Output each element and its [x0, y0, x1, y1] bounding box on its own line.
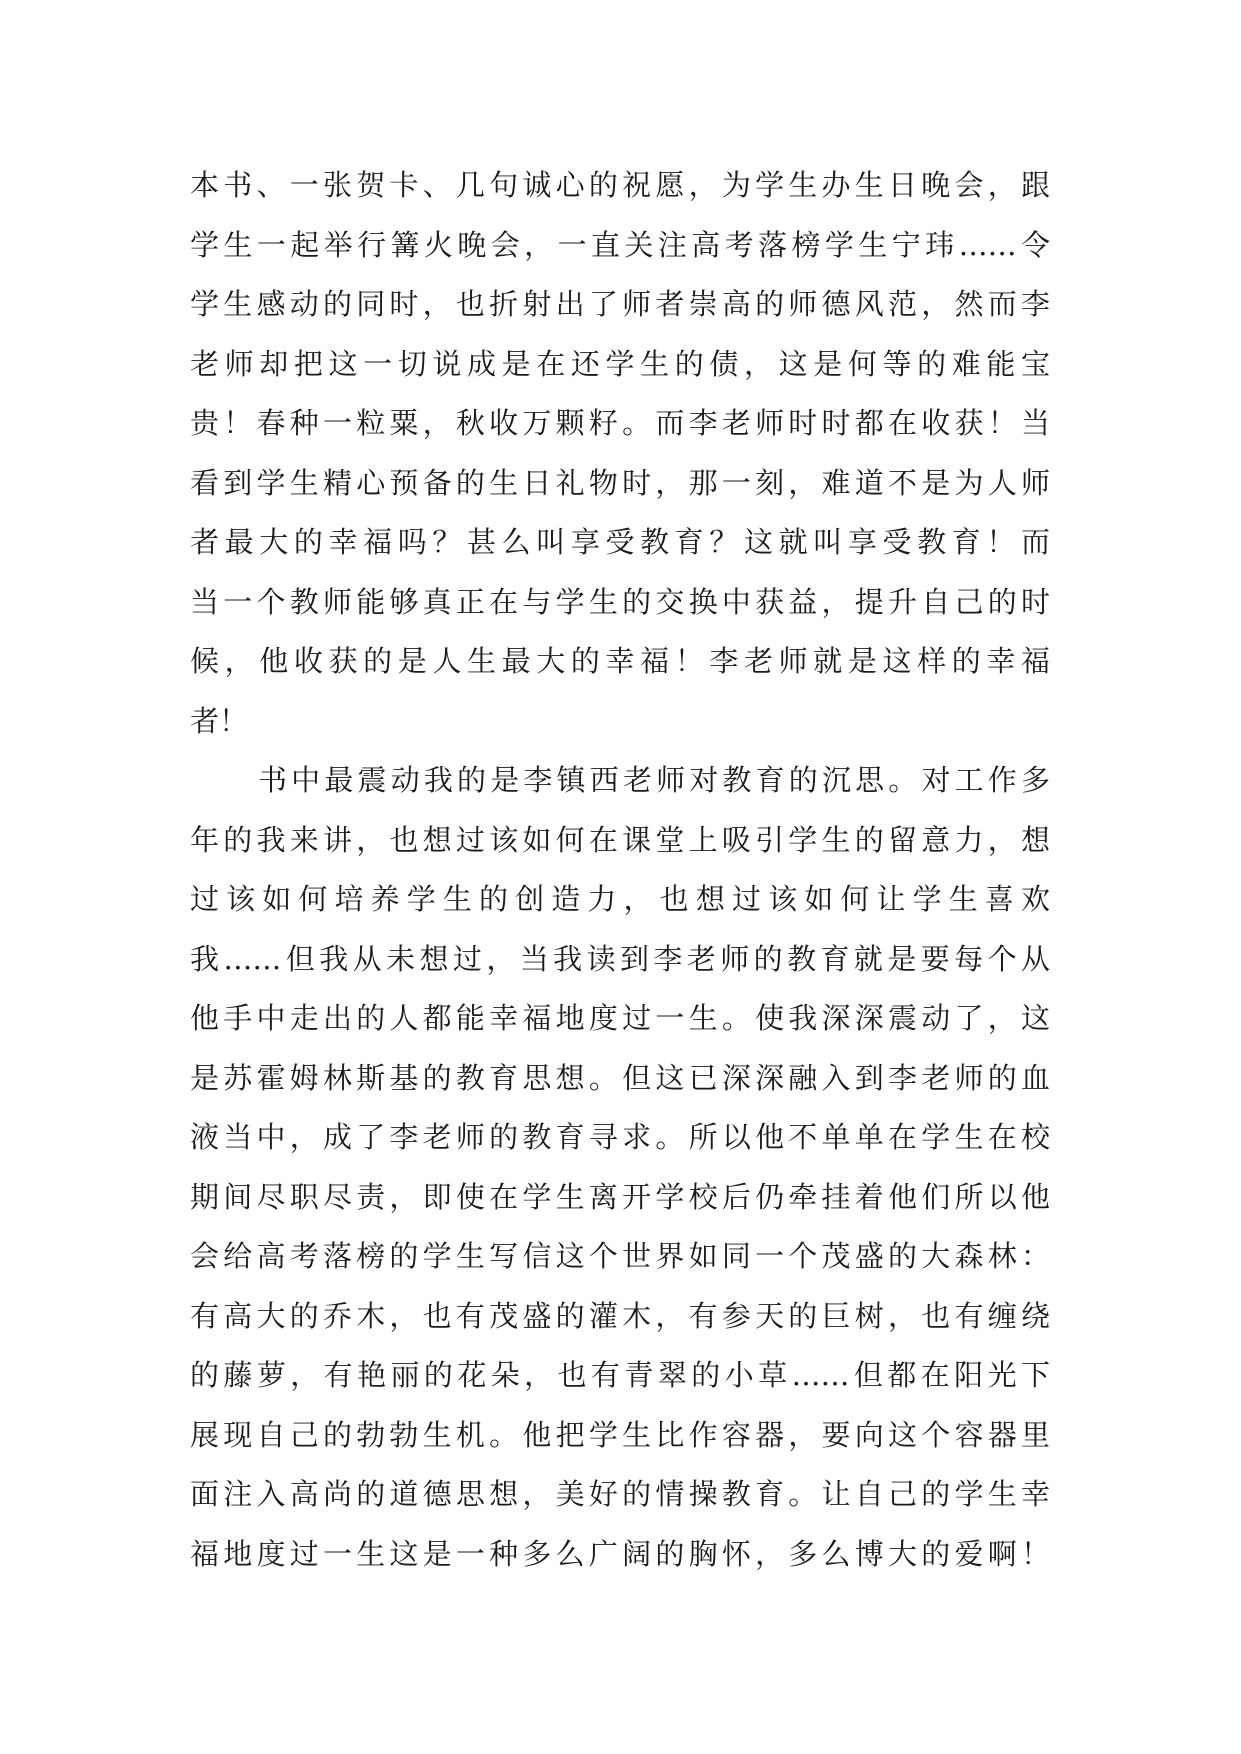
text-line: 者最大的幸福吗？甚么叫享受教育？这就叫享受教育！而 [190, 525, 1050, 559]
text-line: 期间尽职尽责，即使在学生离开学校后仍牵挂着他们所以他 [190, 1179, 1050, 1214]
text-line: 过该如何培养学生的创造力，也想过该如何让学生喜欢 [190, 882, 1050, 916]
text-line: 液当中，成了李老师的教育寻求。所以他不单单在学生在校 [190, 1120, 1050, 1154]
text-line: 贵！春种一粒粟，秋收万颗籽。而李老师时时都在收获！当 [190, 406, 1050, 440]
paragraph-1 [190, 156, 1050, 751]
text-line: 展现自己的勃勃生机。他把学生比作容器，要向这个容器里 [190, 1417, 1050, 1452]
body-text [190, 156, 1050, 1584]
text-line: 我……但我从未想过，当我读到李老师的教育就是要每个从 [190, 941, 1050, 976]
text-line: 当一个教师能够真正在与学生的交换中获益，提升自己的时 [190, 584, 1050, 619]
text-line: 老师却把这一切说成是在还学生的债，这是何等的难能宝 [190, 346, 1050, 381]
text-line: 学生感动的同时，也折射出了师者崇高的师德风范，然而李 [190, 287, 1050, 321]
text-line: 面注入高尚的道德思想，美好的情操教育。让自己的学生幸 [190, 1477, 1050, 1511]
text-line: 福地度过一生这是一种多么广阔的胸怀，多么博大的爱啊！ [190, 1536, 1050, 1571]
text-line: 学生一起举行篝火晚会，一直关注高考落榜学生宁玮……令 [190, 227, 1050, 262]
text-line: 他手中走出的人都能幸福地度过一生。使我深深震动了，这 [190, 1001, 1050, 1035]
text-line: 有高大的乔木，也有茂盛的灌木，有参天的巨树，也有缠绕 [190, 1298, 1050, 1333]
text-line: 会给高考落榜的学生写信这个世界如同一个茂盛的大森林： [190, 1239, 1050, 1273]
text-line: 看到学生精心预备的生日礼物时，那一刻，难道不是为人师 [190, 465, 1050, 500]
text-line: 是苏霍姆林斯基的教育思想。但这已深深融入到李老师的血 [190, 1060, 1050, 1095]
text-line: 年的我来讲，也想过该如何在课堂上吸引学生的留意力，想 [190, 822, 1050, 857]
text-line: 者！ [190, 703, 249, 738]
text-line: 的藤萝，有艳丽的花朵，也有青翠的小草……但都在阳光下 [190, 1358, 1050, 1392]
text-line: 书中最震动我的是李镇西老师对教育的沉思。对工作多 [258, 763, 1050, 797]
text-line: 候，他收获的是人生最大的幸福！李老师就是这样的幸福 [190, 644, 1050, 678]
paragraph-2 [190, 751, 1050, 1584]
text-line: 本书、一张贺卡、几句诚心的祝愿，为学生办生日晚会，跟 [190, 168, 1050, 202]
